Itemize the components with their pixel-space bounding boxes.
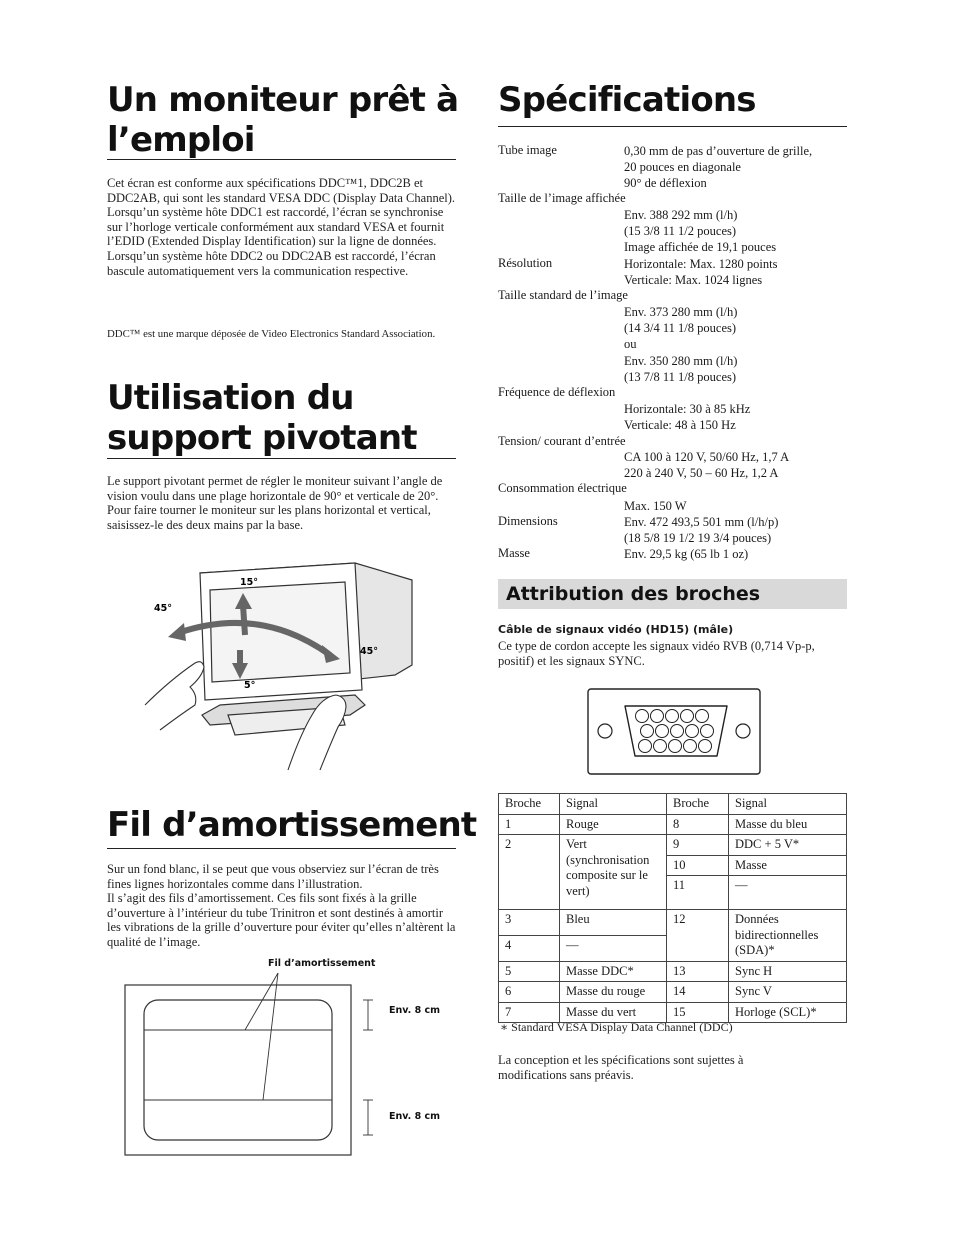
table-footnote: ∗ Standard VESA Display Data Channel (DDC) <box>500 1020 733 1034</box>
specifications-title: Spécifications <box>498 80 756 120</box>
section-rule <box>498 126 847 127</box>
hd15-connector-icon <box>587 688 761 775</box>
angle-left-label: 45° <box>154 603 172 614</box>
table-row: 11 — <box>499 876 847 910</box>
spec-tube-value: 0,30 mm de pas d’ouverture de grille, 20 pouces en diagonale 90° de déflexion <box>624 144 813 191</box>
spec-std-size-label: Taille standard de l’image <box>498 288 628 302</box>
table-header-row <box>499 794 847 815</box>
table-row: 10 Masse <box>499 855 847 876</box>
cable-description: Ce type de cordon accepte les signaux vidéo RVB (0,714 Vp-p, positif) et les signaux SYNC. <box>498 639 815 668</box>
table-row: 7 Masse du vert 15 Horloge (SCL)* <box>499 1002 847 1023</box>
header-cell: Broche <box>499 794 560 815</box>
section-title-support: Utilisation du support pivotant <box>107 378 417 458</box>
section-rule <box>107 848 456 849</box>
angle-right-label: 45° <box>360 646 378 657</box>
spec-power-label: Consommation électrique <box>498 481 627 495</box>
pivot-paragraph: Le support pivotant permet de régler le moniteur suivant l’angle de vision voulu dans une plage horizontale de 90° et verticale de 20°. Pour faire tourner le moniteur sur les plans horizontal et vertical, saisissez-le des deux mains par la base. <box>107 474 443 532</box>
damper-wire-label: Fil d’amortissement <box>268 958 376 969</box>
spec-resolution-label: Résolution <box>498 256 553 270</box>
spec-dimensions-label: Dimensions <box>498 514 558 528</box>
left-hand <box>145 662 204 730</box>
pin-assignment-header <box>498 579 847 609</box>
table-row: 6 Masse du rouge 14 Sync V <box>499 982 847 1003</box>
header-cell: Signal <box>729 794 847 815</box>
spec-std-size-value: Env. 373 280 mm (l/h) (14 3/4 11 1/8 pouces) ou Env. 350 280 mm (l/h) (13 7/8 11 1/8 pouces) <box>624 305 738 384</box>
top-distance-label: Env. 8 cm <box>389 1005 441 1016</box>
section-title-fil: Fil d’amortissement <box>107 805 477 845</box>
disclaimer: La conception et les spécifications sont sujettes à modifications sans préavis. <box>498 1053 744 1082</box>
pivot-stand-illustration <box>140 555 440 770</box>
spec-mass-label: Masse <box>498 546 530 560</box>
table-row: 1 Rouge 8 Masse du bleu <box>499 814 847 835</box>
table-row: 3 Bleu 12 Données bidirectionnelles (SDA)* <box>499 910 847 936</box>
spec-voltage-label: Tension/ courant d’entrée <box>498 434 626 448</box>
section-rule <box>107 458 456 459</box>
trademark-note: DDC™ est une marque déposée de Video Electronics Standard Association. <box>107 328 436 340</box>
table-row: 5 Masse DDC* 13 Sync H <box>499 961 847 982</box>
spec-tube-label: Tube image <box>498 143 557 157</box>
cable-title: Câble de signaux vidéo (HD15) (mâle) <box>498 623 734 636</box>
section-title-moniteur: Un moniteur prêt à l’emploi <box>107 80 459 160</box>
section-rule <box>107 159 456 160</box>
spec-frequency-value: Horizontale: 30 à 85 kHz Verticale: 48 à 150 Hz <box>624 402 751 433</box>
spec-size-label: Taille de l’image affichée <box>498 191 626 205</box>
table-row: 4 — <box>499 935 847 961</box>
horizontal-arrow-left-head <box>168 623 186 641</box>
spec-voltage-value: CA 100 à 120 V, 50/60 Hz, 1,7 A 220 à 240 V, 50 – 60 Hz, 1,2 A <box>624 450 790 481</box>
screen-area <box>144 1000 332 1140</box>
damper-wire-illustration <box>120 970 390 1160</box>
angle-down-label: 5° <box>244 680 256 691</box>
spec-mass-value: Env. 29,5 kg (65 lb 1 oz) <box>624 547 749 561</box>
header-cell: Signal <box>560 794 667 815</box>
bottom-distance-label: Env. 8 cm <box>389 1111 441 1122</box>
ddc-paragraph: Cet écran est conforme aux spécifications DDC™1, DDC2B et DDC2AB, qui sont les standard VESA DDC (Display Data Channel). Lorsqu’un système hôte DDC1 est raccordé, l’écran se synchronise sur l’horloge verticale conformément aux standard VESA et fournit l’EDID (Extended Display Identification) sur la ligne de données. Lorsqu’un système hôte DDC2 ou DDC2AB est raccordé, l’écran bascule automatiquement vers la communication respective. <box>107 176 456 278</box>
pin-assignment-title: Attribution des broches <box>506 583 761 605</box>
angle-up-label: 15° <box>240 577 258 588</box>
spec-power-value: Max. 150 W <box>624 499 687 513</box>
damper-paragraph: Sur un fond blanc, il se peut que vous observiez sur l’écran de très fines lignes horizontales comme dans l’illustration. Il s’agit des fils d’amortissement. Ces fils sont fixés à la grille d’ouverture à l’intérieur du tube Trinitron et sont destinés à amortir les vibrations de la grille d’ouverture pour éviter qu’elles n’altèrent la qualité de l’image. <box>107 862 456 949</box>
spec-dimensions-value: Env. 472 493,5 501 mm (l/h/p) (18 5/8 19 1/2 19 3/4 pouces) <box>624 515 779 546</box>
spec-resolution-value: Horizontale: Max. 1280 points Verticale: Max. 1024 lignes <box>624 257 778 288</box>
header-cell: Broche <box>667 794 729 815</box>
spec-size-value: Env. 388 292 mm (l/h) (15 3/8 11 1/2 pouces) Image affichée de 19,1 pouces <box>624 208 777 255</box>
table-row: 2 Vert (synchronisation composite sur le vert) 9 DDC + 5 V* <box>499 835 847 856</box>
spec-frequency-label: Fréquence de déflexion <box>498 385 616 399</box>
pin-assignment-table <box>498 793 847 1023</box>
